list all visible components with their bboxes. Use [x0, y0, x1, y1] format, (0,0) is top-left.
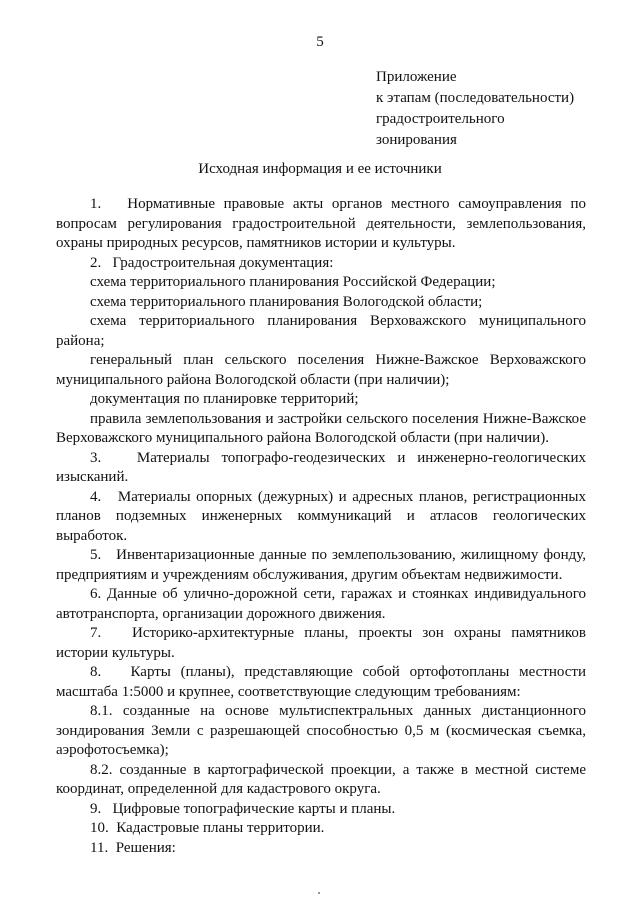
appendix-line: зонирования	[376, 132, 457, 148]
document-body	[56, 195, 586, 858]
paragraph-2-item: правила землепользования и застройки сельского поселения Нижне-Важское Верховажского муниципального района Вологодской области (при наличии).	[56, 410, 586, 446]
appendix-line: градостроительного	[376, 111, 505, 127]
paragraph-1: 1. Нормативные правовые акты органов местного самоуправления по вопросам регулирования градостроительной деятельности, землепользования, охраны природных ресурсов, памятников истории и культуры.	[56, 196, 586, 251]
page-number: 5	[316, 34, 324, 50]
paragraph-10: 10. Кадастровые планы территории.	[90, 820, 325, 836]
appendix-block	[376, 67, 616, 151]
paragraph-2-item: схема территориального планирования Российской Федерации;	[90, 274, 496, 290]
appendix-line: к этапам (последовательности)	[376, 90, 575, 106]
paragraph-7: 7. Историко-архитектурные планы, проекты зон охраны памятников истории культуры.	[56, 625, 586, 661]
section-heading: Исходная информация и ее источники	[198, 161, 442, 177]
paragraph-11: 11. Решения:	[90, 839, 176, 856]
paragraph-2-item: генеральный план сельского поселения Нижне-Важское Верховажского муниципального района Вологодской области (при наличии);	[56, 352, 586, 388]
paragraph-2-item: схема территориального планирования Верховажского муниципального района;	[56, 313, 586, 349]
paragraph-2: 2. Градостроительная документация:	[90, 254, 334, 271]
paragraph-5: 5. Инвентаризационные данные по землепользованию, жилищному фонду, предприятиям и учреждениям обслуживания, другим объектам недвижимости.	[56, 547, 586, 583]
appendix-line: Приложение	[376, 69, 457, 85]
paragraph-6: 6. Данные об улично-дорожной сети, гаражах и стоянках индивидуального автотранспорта, организации дорожного движения.	[56, 586, 586, 622]
paragraph-2-item: схема территориального планирования Вологодской области;	[90, 293, 483, 310]
paragraph-8-2: 8.2. созданные в картографической проекции, а также в местной системе координат, определенной для кадастрового округа.	[56, 761, 586, 797]
paragraph-4: 4. Материалы опорных (дежурных) и адресных планов, регистрационных планов подземных инженерных коммуникаций и атласов геологических выработок.	[56, 488, 586, 544]
paragraph-8: 8. Карты (планы), представляющие собой ортофотопланы местности масштаба 1:5000 и крупнее, соответствующие следующим требованиям:	[56, 664, 586, 700]
paragraph-8-1: 8.1. созданные на основе мультиспектральных данных дистанционного зондирования Земли с разрешающей способностью 0,5 м (космическая съемка, аэрофотосъемка);	[56, 703, 586, 758]
paragraph-3: 3. Материалы топографо-геодезических и инженерно-геологических изысканий.	[56, 449, 586, 485]
scan-speck	[318, 892, 320, 894]
paragraph-9: 9. Цифровые топографические карты и планы.	[90, 800, 396, 817]
paragraph-2-item: документация по планировке территорий;	[90, 391, 359, 407]
